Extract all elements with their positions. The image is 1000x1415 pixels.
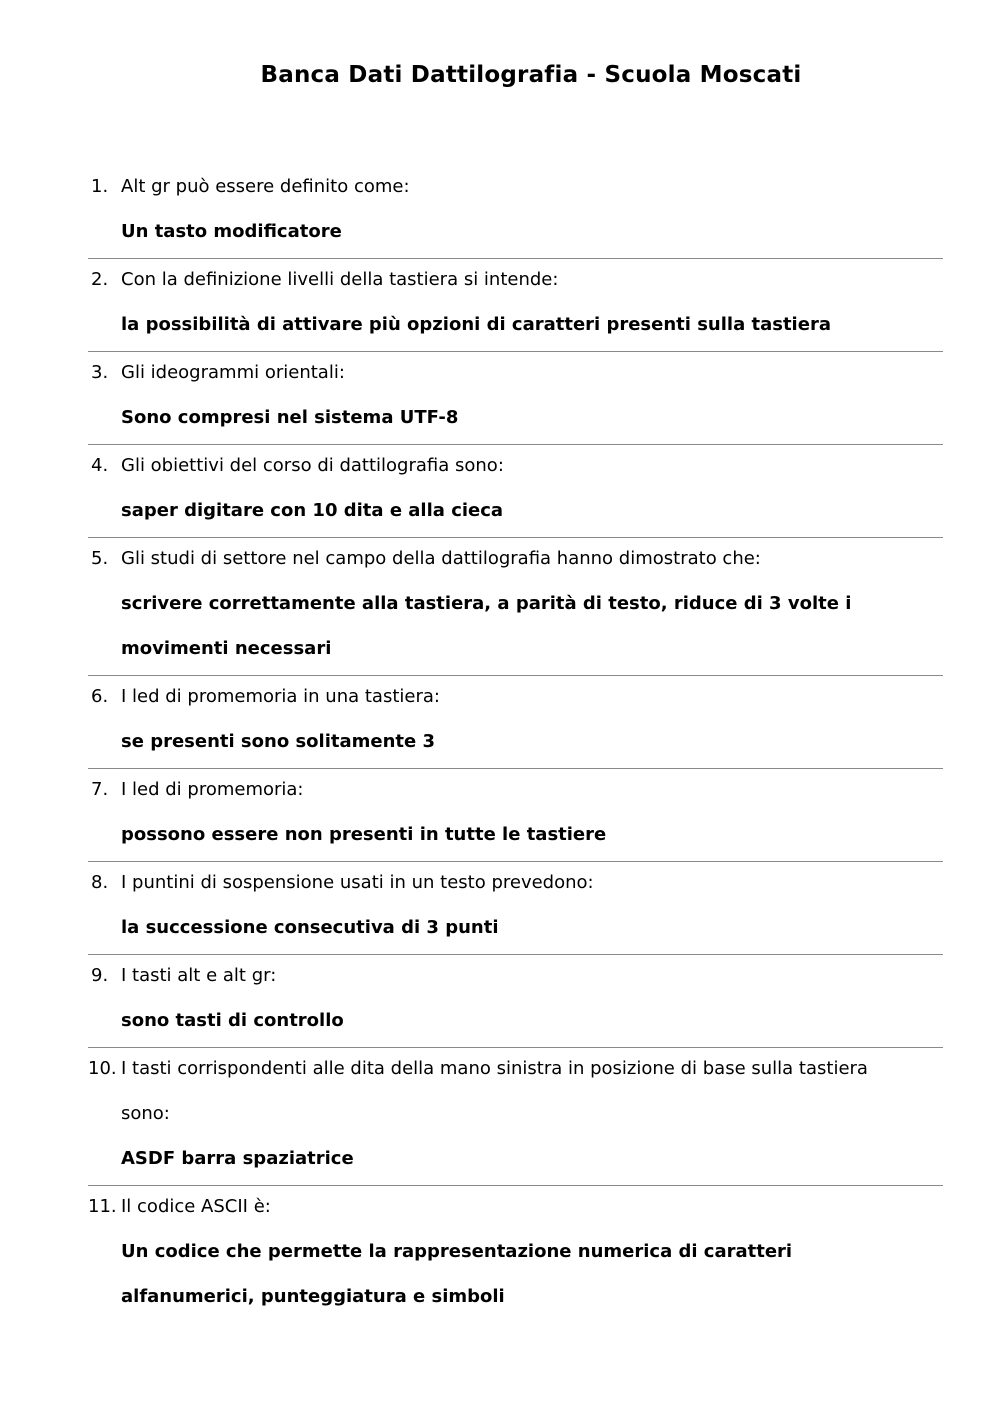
question-text — [88, 953, 943, 998]
question-number: 5. — [91, 548, 109, 569]
question-text-span: Il codice ASCII è: — [121, 1196, 271, 1217]
question-text — [88, 1184, 943, 1229]
question-text — [88, 350, 943, 395]
question-list — [88, 166, 943, 1323]
question-item — [88, 767, 943, 862]
answer-text: movimenti necessari — [121, 638, 332, 659]
answer-text: saper digitare con 10 dita e alla cieca — [121, 500, 504, 521]
question-item — [88, 164, 943, 259]
question-text-span: Alt gr può essere definito come: — [121, 176, 410, 197]
question-number: 6. — [91, 686, 109, 707]
question-number: 4. — [91, 455, 109, 476]
question-text — [88, 164, 943, 209]
question-text-span: I led di promemoria in una tastiera: — [121, 686, 440, 707]
question-item — [88, 674, 943, 769]
question-number: 2. — [91, 269, 109, 290]
question-item — [88, 953, 943, 1048]
question-number: 7. — [91, 779, 109, 800]
question-item — [88, 536, 943, 676]
question-text — [88, 257, 943, 302]
question-text — [88, 767, 943, 812]
answer-text: Un tasto modificatore — [121, 221, 342, 242]
question-number: 9. — [91, 965, 109, 986]
question-text-span: Gli studi di settore nel campo della dattilografia hanno dimostrato che: — [121, 548, 761, 569]
question-text-span: I led di promemoria: — [121, 779, 304, 800]
answer-text: ASDF barra spaziatrice — [121, 1148, 354, 1169]
question-text — [88, 1091, 943, 1136]
question-number: 1. — [91, 176, 109, 197]
question-item — [88, 350, 943, 445]
question-text-span: I tasti corrispondenti alle dita della mano sinistra in posizione di base sulla tastiera — [121, 1058, 868, 1079]
answer-text: scrivere correttamente alla tastiera, a parità di testo, riduce di 3 volte i — [121, 593, 852, 614]
question-text-span: Con la definizione livelli della tastiera si intende: — [121, 269, 559, 290]
question-text — [88, 536, 943, 581]
question-number: 10. — [88, 1058, 117, 1079]
question-number: 11. — [88, 1196, 117, 1217]
answer-text: Sono compresi nel sistema UTF-8 — [121, 407, 459, 428]
question-number: 8. — [91, 872, 109, 893]
question-text-span: Gli obiettivi del corso di dattilografia sono: — [121, 455, 504, 476]
question-item — [88, 443, 943, 538]
answer-text: alfanumerici, punteggiatura e simboli — [121, 1286, 505, 1307]
question-text — [88, 674, 943, 719]
question-text-span: I tasti alt e alt gr: — [121, 965, 277, 986]
answer-text: la successione consecutiva di 3 punti — [121, 917, 499, 938]
question-item — [88, 1046, 943, 1186]
question-item — [88, 860, 943, 955]
answer-text: la possibilità di attivare più opzioni di caratteri presenti sulla tastiera — [121, 314, 831, 335]
question-text-span: sono: — [121, 1103, 170, 1124]
answer-text: se presenti sono solitamente 3 — [121, 731, 436, 752]
question-text — [88, 860, 943, 905]
question-text — [88, 443, 943, 488]
question-text — [88, 1046, 943, 1091]
question-text-span: I puntini di sospensione usati in un testo prevedono: — [121, 872, 594, 893]
answer-text: possono essere non presenti in tutte le tastiere — [121, 824, 607, 845]
answer-text: Un codice che permette la rappresentazione numerica di caratteri — [121, 1241, 793, 1262]
question-item — [88, 257, 943, 352]
question-item — [88, 1184, 943, 1323]
page-title: Banca Dati Dattilografia - Scuola Moscati — [260, 62, 802, 88]
question-text-span: Gli ideogrammi orientali: — [121, 362, 345, 383]
answer-text: sono tasti di controllo — [121, 1010, 344, 1031]
question-number: 3. — [91, 362, 109, 383]
